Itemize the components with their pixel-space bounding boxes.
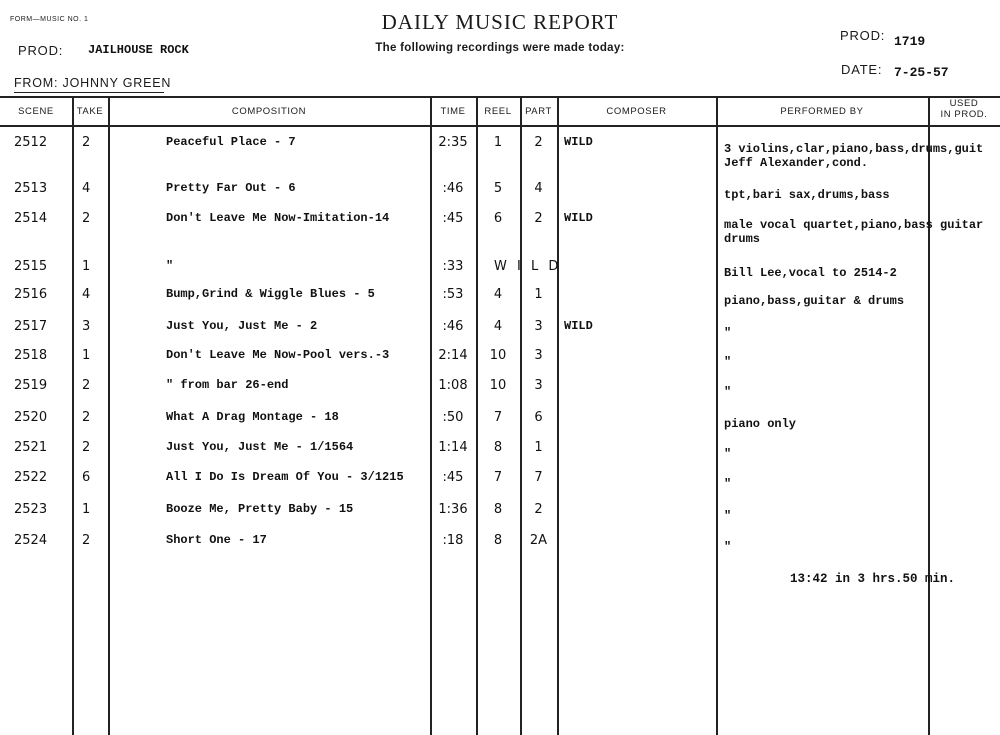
cell-performed-by [724, 477, 994, 491]
performed-line2: drums [724, 232, 761, 246]
performed-line1: " [724, 509, 732, 523]
from-underline [14, 92, 164, 93]
cell-composition: Booze Me, Pretty Baby - 15 [166, 502, 354, 516]
header-time: TIME [440, 106, 466, 117]
cell-scene: 2519 [14, 378, 48, 393]
cell-time: 2:35 [438, 135, 468, 150]
cell-performed-by [724, 385, 994, 399]
header-composition: COMPOSITION [231, 106, 307, 117]
header-used-line2: IN PROD. [940, 109, 988, 120]
header-take: TAKE [76, 106, 104, 117]
cell-composition: Bump,Grind & Wiggle Blues - 5 [166, 287, 375, 301]
cell-part: 1 [534, 440, 543, 455]
cell-time: 1:14 [438, 440, 468, 455]
performed-line1: " [724, 385, 732, 399]
cell-time: :46 [442, 181, 464, 196]
cell-time: 1:08 [438, 378, 468, 393]
cell-reel: 10 [489, 378, 507, 393]
performed-line1: piano only [724, 417, 797, 431]
cell-time: 1:36 [438, 502, 468, 517]
table-header-rule [0, 125, 1000, 127]
header-reel: REEL [484, 106, 512, 117]
cell-performed-by [724, 417, 994, 431]
header-composer: COMPOSER [606, 106, 667, 117]
cell-scene: 2521 [14, 440, 48, 455]
cell-time: :50 [442, 410, 464, 425]
date-value: 7-25-57 [894, 65, 949, 80]
cell-scene: 2518 [14, 348, 48, 363]
cell-performed-by [724, 540, 994, 554]
cell-take: 1 [82, 259, 91, 274]
cell-part: 7 [534, 470, 543, 485]
col-divider-scene [72, 96, 74, 735]
cell-part: 2 [534, 135, 543, 150]
form-id: FORM—MUSIC NO. 1 [10, 16, 89, 23]
cell-reel: 10 [489, 348, 507, 363]
cell-performed-by [724, 509, 994, 523]
performed-line1: piano,bass,guitar & drums [724, 294, 905, 308]
cell-reel: W I L D [494, 259, 562, 274]
cell-reel: 5 [493, 181, 503, 196]
cell-performed-by [724, 266, 994, 280]
page-subtitle: The following recordings were made today: [375, 42, 625, 54]
cell-scene: 2523 [14, 502, 48, 517]
cell-reel: 4 [493, 319, 503, 334]
col-divider-part [557, 96, 559, 735]
cell-scene: 2514 [14, 211, 48, 226]
cell-time: :45 [442, 211, 464, 226]
cell-scene: 2513 [14, 181, 48, 196]
cell-performed-by [724, 326, 994, 340]
header-used-in-prod [928, 98, 1000, 120]
cell-take: 2 [82, 135, 91, 150]
cell-composition: Just You, Just Me - 1/1564 [166, 440, 354, 454]
col-divider-composer [716, 96, 718, 735]
prod-title-value: JAILHOUSE ROCK [88, 43, 189, 57]
cell-part: 2 [534, 211, 543, 226]
cell-part: 3 [534, 348, 543, 363]
cell-take: 2 [82, 378, 91, 393]
cell-reel: 1 [493, 135, 503, 150]
cell-performed-by [724, 142, 994, 170]
cell-composition: " from bar 26-end [166, 378, 289, 392]
date-label: DATE: [841, 62, 883, 77]
cell-composer: WILD [564, 319, 593, 333]
cell-performed-by [724, 447, 994, 461]
performed-line2: Jeff Alexander,cond. [724, 156, 869, 170]
cell-take: 6 [82, 470, 91, 485]
cell-take: 2 [82, 533, 91, 548]
performed-line1: tpt,bari sax,drums,bass [724, 188, 890, 202]
cell-scene: 2515 [14, 259, 48, 274]
performed-line1: " [724, 326, 732, 340]
cell-part: 6 [534, 410, 543, 425]
prod-number-value: 1719 [894, 34, 926, 49]
cell-take: 2 [82, 440, 91, 455]
performed-line1: male vocal quartet,piano,bass guitar [724, 218, 984, 232]
cell-scene: 2520 [14, 410, 48, 425]
cell-reel: 4 [493, 287, 503, 302]
cell-reel: 8 [493, 502, 503, 517]
cell-scene: 2512 [14, 135, 48, 150]
cell-reel: 7 [493, 470, 503, 485]
cell-performed-by [724, 294, 994, 308]
header-used-line1: USED [949, 98, 979, 109]
cell-part: 2A [529, 533, 548, 548]
cell-composition: Just You, Just Me - 2 [166, 319, 318, 333]
cell-reel: 8 [493, 533, 503, 548]
cell-take: 3 [82, 319, 91, 334]
cell-take: 2 [82, 211, 91, 226]
cell-performed-by [724, 355, 994, 369]
cell-time: :33 [442, 259, 464, 274]
cell-take: 4 [82, 181, 91, 196]
cell-take: 4 [82, 287, 91, 302]
cell-time: :53 [442, 287, 464, 302]
cell-time: :18 [442, 533, 464, 548]
cell-composer: WILD [564, 135, 593, 149]
cell-part: 3 [534, 378, 543, 393]
performed-line1: " [724, 447, 732, 461]
header-scene: SCENE [18, 106, 54, 117]
cell-scene: 2516 [14, 287, 48, 302]
cell-composition: What A Drag Montage - 18 [166, 410, 339, 424]
header-part: PART [525, 106, 552, 117]
prod-label: PROD: [18, 43, 64, 58]
cell-reel: 7 [493, 410, 503, 425]
performed-line1: " [724, 477, 732, 491]
cell-part: 3 [534, 319, 543, 334]
col-divider-take [108, 96, 110, 735]
performed-line1: 3 violins,clar,piano,bass,drums,guit [724, 142, 984, 156]
cell-part: 1 [534, 287, 543, 302]
cell-part: 4 [534, 181, 543, 196]
cell-time: :46 [442, 319, 464, 334]
cell-scene: 2524 [14, 533, 48, 548]
cell-take: 1 [82, 348, 91, 363]
cell-scene: 2522 [14, 470, 48, 485]
performed-line1: " [724, 540, 732, 554]
cell-composition: Don't Leave Me Now-Imitation-14 [166, 211, 390, 225]
cell-composition: " [166, 259, 174, 273]
cell-reel: 8 [493, 440, 503, 455]
summary-total: 13:42 in 3 hrs.50 min. [790, 572, 956, 586]
performed-line1: " [724, 355, 732, 369]
header-performed-by: PERFORMED BY [780, 106, 864, 117]
cell-composition: All I Do Is Dream Of You - 3/1215 [166, 470, 404, 484]
prod-number-label: PROD: [840, 28, 886, 43]
cell-take: 2 [82, 410, 91, 425]
page-title: DAILY MUSIC REPORT [381, 10, 619, 34]
cell-performed-by [724, 188, 994, 202]
cell-scene: 2517 [14, 319, 48, 334]
table-top-rule [0, 96, 1000, 98]
cell-part: 2 [534, 502, 543, 517]
cell-composition: Don't Leave Me Now-Pool vers.-3 [166, 348, 390, 362]
performed-line1: Bill Lee,vocal to 2514-2 [724, 266, 897, 280]
cell-take: 1 [82, 502, 91, 517]
cell-composer: WILD [564, 211, 593, 225]
cell-reel: 6 [493, 211, 503, 226]
cell-composition: Peaceful Place - 7 [166, 135, 296, 149]
cell-time: 2:14 [438, 348, 468, 363]
cell-time: :45 [442, 470, 464, 485]
cell-composition: Short One - 17 [166, 533, 267, 547]
cell-composition: Pretty Far Out - 6 [166, 181, 296, 195]
cell-performed-by [724, 218, 994, 246]
from-line: FROM: JOHNNY GREEN [14, 76, 172, 90]
